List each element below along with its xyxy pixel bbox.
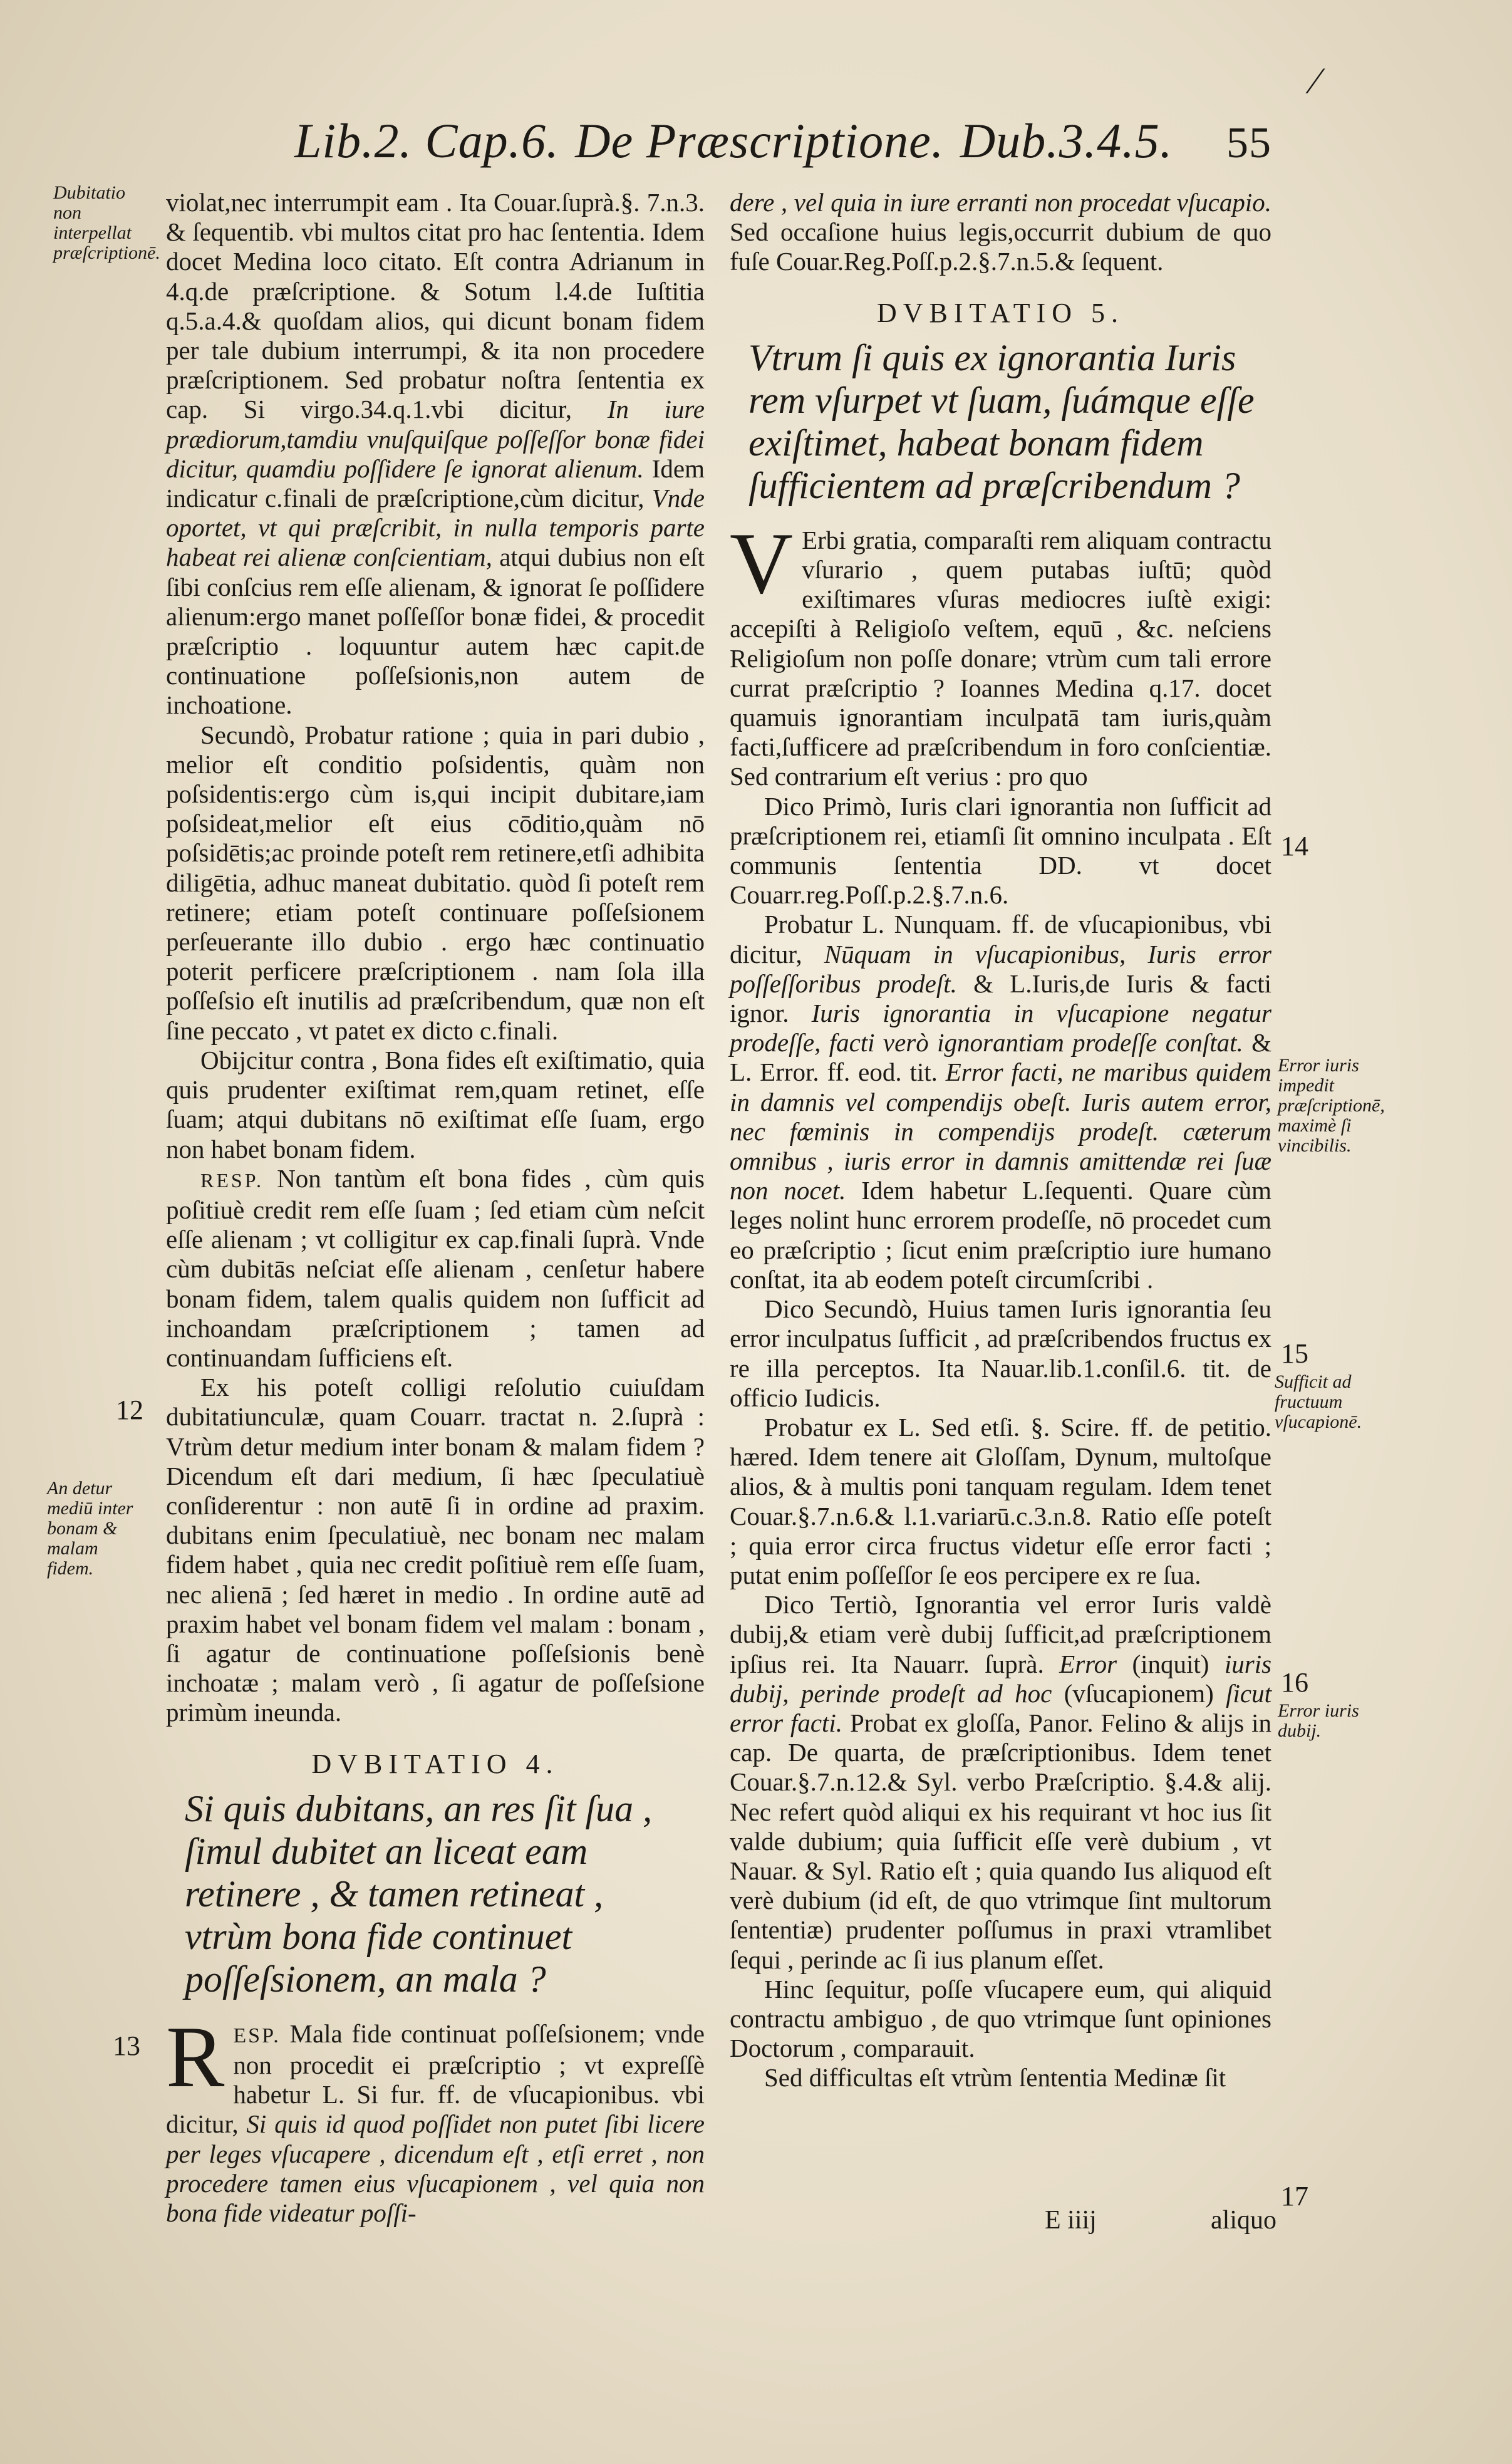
text-run: Erbi gratia, comparaſti rem aliquam contractu vſurario , quem putabas iuſtū; quòd exiſtimares vſuras mediocres iuſtè exigi: accepiſti à Religioſo veſtem, equū , &c. neſciens Religioſum non poſſe donare; vtrùm cum tali errore currat præſcriptio ? Ioannes Medina q.17. docet quamuis ignorantiam inculpatā tam iuris,quàm facti,ſufficere ad præſcribendum in foro conſcientiæ. Sed contrarium eſt verius : pro quo [730,525,1271,791]
paragraph [730,514,1271,792]
text-run: (inquit) [1132,1649,1209,1678]
page-number: 55 [1226,119,1271,167]
response-label: RESP. [200,1168,264,1192]
margin-number: 12 [116,1395,143,1425]
paragraph [730,188,1271,277]
text-run: Idem indicatur c.finali de præſcriptione,cùm dicitur, [166,454,705,513]
text-run: (vſucapionem) [1064,1678,1214,1708]
quotation: Nūquam in vſucapionibus, Iuris error poſſeſſoribus prodeſt. [730,939,1272,998]
margin-number: 13 [113,2030,140,2061]
paragraph: Hinc ſequitur, poſſe vſucapere eum, qui aliquid contractu ambiguo , de quo vtrimque ſunt opiniones Doctorum , comparauit. [730,1974,1271,2063]
page-footer [1045,2205,1276,2235]
text-run: atqui dubius non eſt ſibi conſcius rem eſſe alienam, & ignorat ſe poſſidere alienum:ergo manet poſſeſſor bonæ fidei, & procedit præſcriptio . loquuntur autem hæc capit.de continuatione poſſeſsionis,non autem de inchoatione. [166,543,705,720]
paragraph: Obijcitur contra , Bona fides eſt exiſtimatio, quia quis prudenter exiſtimat rem,quam retinet, eſſe ſuam; atqui dubitans nō exiſtimat eſſe ſuam, ergo non habet bonam fidem. [166,1045,705,1163]
paragraph: Dico Primò, Iuris clari ignorantia non ſufficit ad præſcriptionem rei, etiamſi ſit omnino inculpata . Eſt communis ſententia DD. vt docet Couarr.reg.Poſſ.p.2.§.7.n.6. [730,791,1271,910]
margin-note: Error iuris dubij. [1278,1700,1359,1741]
quotation: Si quis id quod poſſidet non putet ſibi licere per leges vſucapere , dicendum eſt , etſi erret , non procedere tamen eius vſucapionem , vel quia non bona fide videatur poſſi- [166,2109,705,2227]
paragraph [166,2008,705,2228]
paragraph [166,188,705,720]
quotation: Error [1059,1649,1117,1678]
margin-note: Sufficit ad fructuum vſucapionē. [1275,1371,1362,1432]
quotation: iuris dubij, perinde prodeſt ad hoc [730,1649,1272,1708]
paragraph [166,1164,705,1373]
header-title: De Præscriptione. [575,113,945,168]
quotation: Error facti, ne maribus quidem in damnis vel compendijs obeſt. Iuris autem error, nec fœminis in compendijs prodeſt. cæterum omnibus , iuris error in damnis amittendæ rei ſuæ non nocet. [730,1058,1271,1205]
signature-mark: E iiij [1045,2206,1097,2235]
text-run: Probatur L. Nunquam. ff. de vſucapionibus, vbi dicitur, [730,910,1271,969]
margin-number: 17 [1281,2181,1308,2212]
text-run: Dico Tertiò, Ignorantia vel error Iuris valdè dubij,& etiam verè dubij ſufficit,ad præſcriptionem ipſius rei. Ita Nauarr. ſuprà. [730,1590,1271,1678]
quotation: dere , vel quia in iure erranti non procedat vſucapio. [730,188,1271,217]
text-run: Mala fide continuat poſſeſsionem; vnde non procedit ei præſcriptio ; vt expreſſè habetur L. Si fur. ff. de vſucapionibus. vbi dicitur, [166,2019,705,2139]
margin-number: 16 [1281,1667,1308,1698]
quotation: In iure prædiorum,tamdiu vnuſquiſque poſſeſſor bonæ fidei dicitur, quamdiu poſſidere ſe ignorat alienum. [166,395,705,483]
paragraph: Sed difficultas eſt vtrùm ſententia Medinæ ſit [764,2063,1226,2092]
catchword: aliquo [1211,2206,1276,2235]
text-run: Sed occaſione huius legis,occurrit dubium de quo fuſe Couar.Reg.Poſſ.p.2.§.7.n.5.& ſequent. [730,217,1271,276]
drop-capital: V [730,514,794,612]
quotation: ſicut error facti. [730,1678,1271,1737]
margin-note: Dubitatio non interpellat præſcriptionē. [53,182,160,263]
paragraph: Probatur ex L. Sed etſi. §. Scire. ff. de petitio. hæred. Idem tenere ait Gloſſam, Dynum, multoſque alios, & à multis poni tanquam regulam. Idem tenet Couar.§.7.n.6.& l.1.variarū.c.3.n.8. Ratio eſſe poteſt ; quia error circa fructus videtur eſſe error facti ; putat enim poſſeſſor ſe eos percipere ex re ſua. [730,1412,1271,1589]
running-header [294,113,1271,182]
text-run: & L. Error. ff. eod. tit. [730,1028,1271,1087]
text-run: Idem habetur L.ſequenti. Quare cùm leges nolint hunc errorem prodeſſe, nō procedet cum eo præſcriptio ; ſicut enim præſcriptio iure humano conſtat, ita ab eodem poteſt circumſcribi . [730,1176,1272,1294]
right-text-column [730,188,1271,2093]
header-book-chapter: Lib.2. Cap.6. [294,113,559,168]
text-run: & L.Iuris,de Iuris & facti ignor. [730,969,1272,1028]
quotation: Vnde oportet, vt qui præſcribit, in nulla temporis parte habeat rei alienæ conſcientiam, [166,484,705,572]
left-text-column [166,188,705,2228]
margin-note: Error iuris impedit præſcriptionē, maximè ſi vincibilis. [1278,1055,1385,1156]
text-run: violat,nec interrumpit eam . Ita Couar.ſuprà.§. 7.n.3. & ſequentib. vbi multos citat pro hac ſententia. Idem docet Medina loco citato. Eſt contra Adrianum in 4.q.de præſcriptione. & Sotum l.4.de Iuſtitia q.5.a.4.& quoſdam alios, qui dicunt bonam fidem per tale dubium interrumpi, & ita non procedere præſcriptionem. Sed probatur noſtra ſententia ex cap. Si virgo.34.q.1.vbi dicitur, [166,188,705,424]
response-label: ESP. [233,2024,281,2047]
dubitatio-question: Si quis dubitans, an res ſit ſua , ſimul dubitet an liceat eam retinere , & tamen retineat , vtrùm bona fide continuet poſſeſsionem, an mala ? [185,1787,653,2000]
paragraph: Dico Secundò, Huius tamen Iuris ignorantia ſeu error inculpatus ſufficit , ad præſcribendos fructus ex re illa perceptos. Ita Nauar.lib.1.conſil.6. tit. de officio Iudicis. [730,1294,1271,1412]
margin-note: An detur mediū inter bonam & malam fidem. [47,1478,133,1579]
paragraph: Ex his poteſt colligi reſolutio cuiuſdam dubitatiunculæ, quam Couarr. tractat n. 2.ſuprà : Vtrùm detur medium inter bonam & malam fidem ? Dicendum eſt dari medium, ſi hæc ſpeculatiuè conſiderentur : non autē ſi in ordine ad praxim. dubitans enim ſpeculatiuè, nec bonam nec malam fidem habet , quia nec credit poſitiuè rem eſſe ſuam, nec alienā ; ſed hæret in medio . In ordine autē ad praxim habet vel bonam fidem vel malam : bonam , ſi agatur de continuatione poſſeſsionis benè inchoatæ ; malam verò , ſi agatur de poſſeſsione primùm ineunda. [166,1373,705,1727]
text-run: Non tantùm eſt bona fides , cùm quis poſitiuè credit rem eſſe ſuam ; ſed etiam cùm neſcit eſſe alienam ; vt colligitur ex cap.finali ſuprà. Vnde cùm dubitās neſciat eſſe alienam , cenſetur habere bonam fidem, talem qualis quidem non ſufficit ad inchoandam præſcriptionem ; tamen ad continuandam ſufficiens eſt. [166,1163,705,1372]
margin-number: 14 [1281,831,1308,861]
dubitatio-question: Vtrum ſi quis ex ignorantia Iuris rem vſurpet vt ſuam, ſuámque eſſe exiſtimet, habeat bonam fidem ſufficientem ad præſcribendum ? [748,336,1255,506]
quotation: Iuris ignorantia in vſucapione negatur prodeſſe, facti verò ignorantiam prodeſſe conſtat. [730,999,1271,1058]
drop-capital: R [166,2008,225,2106]
corner-mark: ⁄ [1312,60,1319,101]
dubitatio-heading: DVBITATIO 4. [311,1748,559,1779]
paragraph [730,1590,1271,1975]
dubitatio-heading: DVBITATIO 5. [876,297,1125,328]
paragraph: Secundò, Probatur ratione ; quia in pari dubio , melior eſt conditio poſsidentis, quàm non poſsidentis:ergo cùm is,qui incipit dubitare,iam poſsideat,melior eſt eius cōditio,quàm nō poſsidētis;ac proinde poteſt rem retinere,etſi adhibita diligētia, adhuc maneat dubitatio. quòd ſi poteſt rem retinere; etiam poteſt continuare poſſeſsionem perſeuerante illo dubio . ergo hæc continuatio poterit perficere præſcriptionem . nam ſola illa poſſeſsio eſt inutilis ad præſcribendum, quæ non eſt ſine peccato , vt patet ex dicto c.finali. [166,720,705,1045]
margin-number: 15 [1281,1338,1308,1369]
text-run: Probat ex gloſſa, Panor. Felino & alijs in cap. De quarta, de præſcriptionibus. Idem tenet Couar.§.7.n.12.& Syl. verbo Præſcriptio. §.4.& alij. Nec refert quòd aliqui ex his requirant vt hoc ius ſit valde dubium; quia ſufficit eſſe verè dubium , vt Nauar. & Syl. Ratio eſt ; quia quando Ius aliquod eſt verè dubium (id eſt, de quo vtrimque ſint multorum ſententiæ) prudenter poſſumus in praxi vtramlibet ſequi , perinde ac ſi ius planum eſſet. [730,1708,1271,1974]
header-dubitationes: Dub.3.4.5. [960,113,1173,168]
paragraph [730,910,1271,1294]
